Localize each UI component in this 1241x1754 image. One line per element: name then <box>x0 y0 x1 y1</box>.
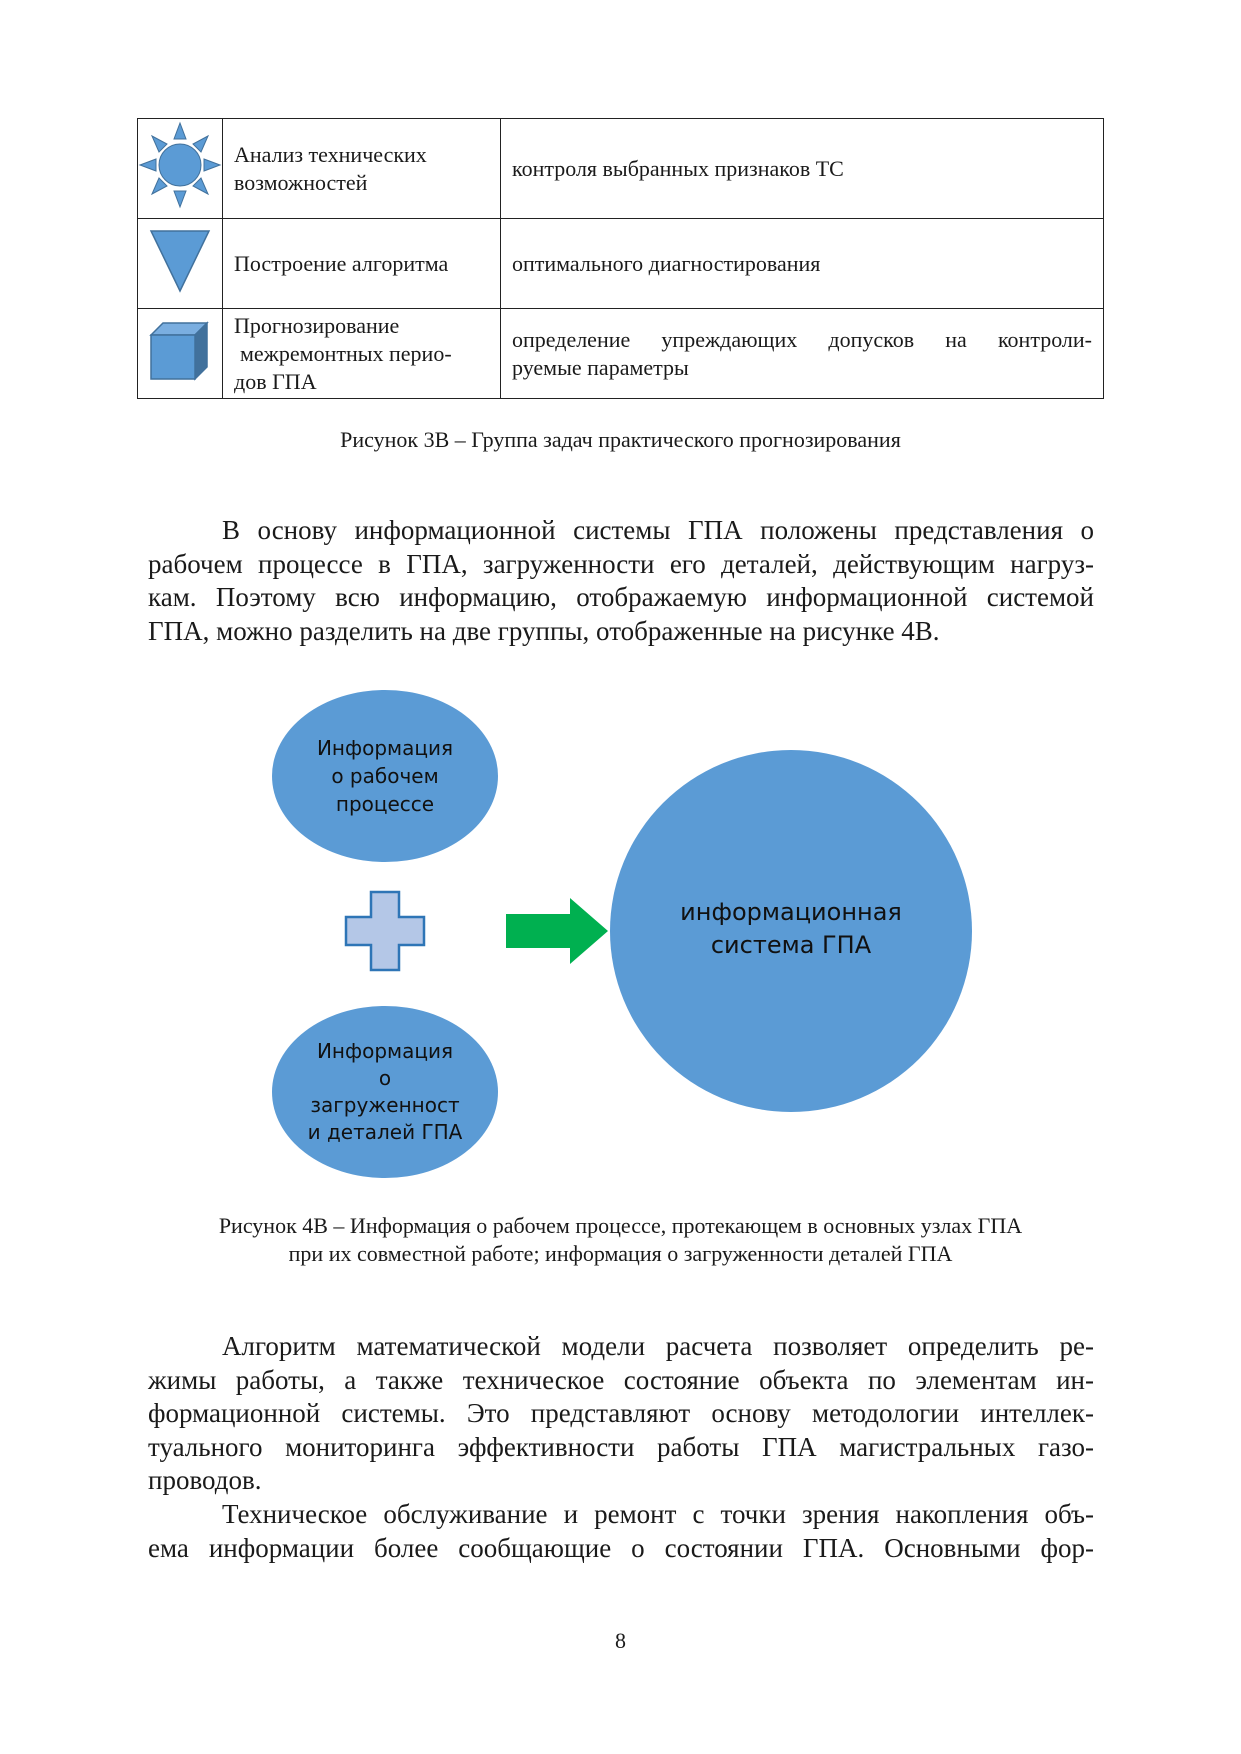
paragraph-1 <box>148 514 1094 648</box>
bubble-text-line: информационная <box>680 898 902 926</box>
bubble-text-line: и деталей ГПА <box>307 1120 463 1144</box>
task-name-line: Прогнозирование <box>234 312 400 338</box>
task-desc-line: определение упреждающих допусков на контроли- <box>512 326 1092 352</box>
figure-3-caption: Рисунок 3В – Группа задач практического прогнозирования <box>340 427 901 452</box>
bubble-text-line: система ГПА <box>710 931 872 959</box>
plus-icon <box>344 890 426 972</box>
table-icon-cell <box>138 309 223 399</box>
bubble-text-line: Информация <box>316 1039 454 1063</box>
information-diagram <box>260 690 980 1180</box>
figure-4-caption <box>137 1212 1104 1268</box>
parts-load-bubble <box>272 1006 498 1178</box>
paragraph-line: туального мониторинга эффективности работы ГПА магистральных газо- <box>148 1431 1094 1462</box>
table-row <box>138 309 1104 399</box>
task-name-cell <box>223 309 501 399</box>
paragraph-line: проводов. <box>148 1465 262 1495</box>
bubble-text-line: загруженност <box>310 1093 460 1117</box>
task-desc-cell <box>501 309 1104 399</box>
task-desc-cell <box>501 219 1104 309</box>
work-process-bubble <box>272 690 498 862</box>
paragraph-line: жимы работы, а также техническое состояние объекта по элементам ин- <box>148 1364 1094 1395</box>
paragraph-line: В основу информационной системы ГПА положены представления о <box>222 515 1094 545</box>
paragraph-line: ема информации более сообщающие о состоянии ГПА. Основными фор- <box>148 1532 1094 1563</box>
bubble-text-line: Информация <box>316 736 454 760</box>
paragraph-line: ГПА, можно разделить на две группы, отображенные на рисунке 4В. <box>148 615 940 646</box>
table-icon-cell <box>138 219 223 309</box>
paragraph-3 <box>148 1498 1094 1565</box>
tasks-table <box>137 118 1104 399</box>
cube-icon <box>145 317 215 383</box>
bubble-text-line: о <box>378 1066 392 1090</box>
task-name-line: дов ГПА <box>234 368 317 394</box>
caption-line: Рисунок 4В – Информация о рабочем процессе, протекающем в основных узлах ГПА <box>218 1213 1023 1238</box>
sun-icon <box>138 119 222 211</box>
task-name-line: возможностей <box>234 169 368 195</box>
table-row <box>138 219 1104 309</box>
paragraph-line: формационной системы. Это представляют основу методологии интеллек- <box>148 1398 1094 1428</box>
paragraph-line: рабочем процессе в ГПА, загруженности его деталей, действующим нагруз- <box>148 548 1094 579</box>
arrow-right-icon <box>504 896 610 966</box>
table-icon-cell <box>138 119 223 219</box>
task-name-line: Построение алгоритма <box>234 250 449 276</box>
table-row <box>138 119 1104 219</box>
bubble-text-line: о рабочем <box>331 764 439 788</box>
paragraph-2 <box>148 1330 1094 1498</box>
page-number: 8 <box>615 1628 626 1653</box>
task-desc-line: руемые параметры <box>512 354 689 380</box>
caption-line: при их совместной работе; информация о загруженности деталей ГПА <box>288 1241 953 1266</box>
paragraph-line: кам. Поэтому всю информацию, отображаемую информационной системой <box>148 582 1094 612</box>
paragraph-line: Алгоритм математической модели расчета позволяет определить ре- <box>222 1331 1094 1361</box>
bubble-text-line: процессе <box>335 792 435 816</box>
triangle-down-icon <box>145 225 215 295</box>
task-name-line: межремонтных перио- <box>240 340 452 366</box>
paragraph-line: Техническое обслуживание и ремонт с точки зрения накопления объ- <box>222 1499 1094 1529</box>
task-desc-cell <box>501 119 1104 219</box>
task-desc-line: контроля выбранных признаков ТС <box>512 155 844 181</box>
information-system-bubble <box>610 750 972 1112</box>
task-name-cell <box>223 119 501 219</box>
task-name-cell <box>223 219 501 309</box>
task-desc-line: оптимального диагностирования <box>512 250 821 276</box>
task-name-line: Анализ технических <box>234 141 427 167</box>
